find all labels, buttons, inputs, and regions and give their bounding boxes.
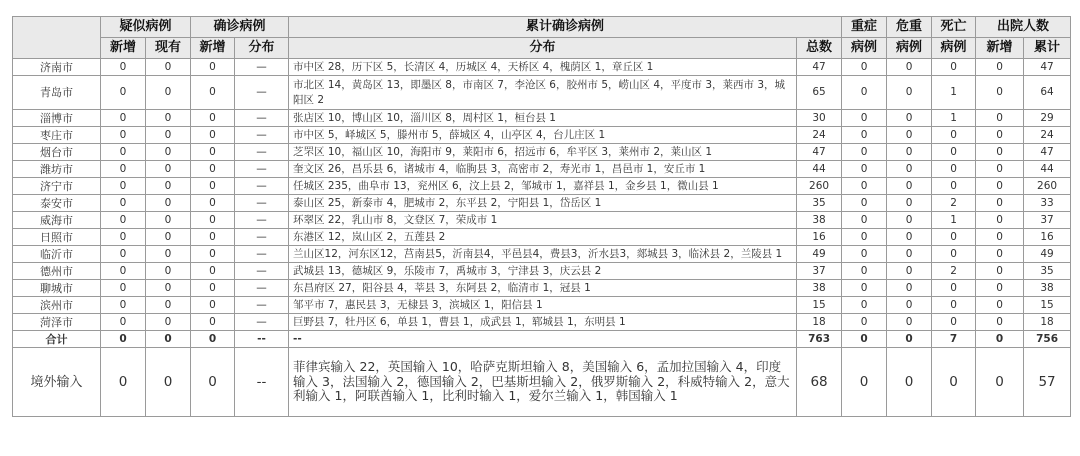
severe-cell: 0	[842, 229, 887, 246]
suspected-current-cell: 0	[146, 161, 191, 178]
cumulative-total-cell: 44	[797, 161, 842, 178]
cumulative-total-cell: 68	[797, 348, 842, 417]
table-row	[13, 297, 1071, 314]
critical-cell: 0	[887, 212, 932, 229]
city-cell: 日照市	[13, 229, 101, 246]
discharged-new-cell: 0	[976, 212, 1024, 229]
severe-cell: 0	[842, 246, 887, 263]
critical-cell: 0	[887, 59, 932, 76]
confirmed-new-cell: 0	[191, 297, 235, 314]
confirmed-dist-cell: --	[235, 348, 289, 417]
death-cell: 0	[932, 161, 976, 178]
severe-cell: 0	[842, 178, 887, 195]
discharged-new-cell: 0	[976, 331, 1024, 348]
death-cell: 1	[932, 212, 976, 229]
cumulative-total-cell: 47	[797, 59, 842, 76]
suspected-current-cell: 0	[146, 280, 191, 297]
severe-cell: 0	[842, 348, 887, 417]
header-critical-cases: 病例	[887, 38, 932, 59]
district-distribution-cell: 奎文区 26，昌乐县 6，诸城市 4，临朐县 3，高密市 2，寿光市 1，昌邑市 1，安丘市 1	[289, 161, 797, 178]
severe-cell: 0	[842, 195, 887, 212]
confirmed-dist-cell: —	[235, 144, 289, 161]
table-row	[13, 144, 1071, 161]
header-severe-cases: 病例	[842, 38, 887, 59]
discharged-new-cell: 0	[976, 59, 1024, 76]
confirmed-dist-cell: —	[235, 297, 289, 314]
confirmed-dist-cell: —	[235, 127, 289, 144]
death-cell: 0	[932, 297, 976, 314]
confirmed-new-cell: 0	[191, 331, 235, 348]
table-row	[13, 161, 1071, 178]
critical-cell: 0	[887, 229, 932, 246]
discharged-total-cell: 57	[1024, 348, 1071, 417]
confirmed-dist-cell: —	[235, 229, 289, 246]
cumulative-total-cell: 15	[797, 297, 842, 314]
suspected-current-cell: 0	[146, 144, 191, 161]
city-cell: 威海市	[13, 212, 101, 229]
district-distribution-cell: 东昌府区 27，阳谷县 4，莘县 3，东阿县 2，临清市 1，冠县 1	[289, 280, 797, 297]
table-body	[13, 59, 1071, 417]
confirmed-dist-cell: —	[235, 212, 289, 229]
suspected-new-cell: 0	[101, 178, 146, 195]
suspected-current-cell: 0	[146, 110, 191, 127]
suspected-new-cell: 0	[101, 110, 146, 127]
critical-cell: 0	[887, 280, 932, 297]
death-cell: 0	[932, 178, 976, 195]
city-cell: 临沂市	[13, 246, 101, 263]
severe-cell: 0	[842, 212, 887, 229]
suspected-current-cell: 0	[146, 314, 191, 331]
suspected-current-cell: 0	[146, 246, 191, 263]
death-cell: 0	[932, 348, 976, 417]
header-cumulative: 累计确诊病例	[289, 17, 842, 38]
header-discharged-new: 新增	[976, 38, 1024, 59]
header-confirmed: 确诊病例	[191, 17, 289, 38]
header-critical: 危重	[887, 17, 932, 38]
city-cell: 淄博市	[13, 110, 101, 127]
severe-cell: 0	[842, 331, 887, 348]
table-row	[13, 76, 1071, 110]
city-cell: 泰安市	[13, 195, 101, 212]
suspected-new-cell: 0	[101, 144, 146, 161]
import-row	[13, 348, 1071, 417]
table-row	[13, 263, 1071, 280]
critical-cell: 0	[887, 195, 932, 212]
suspected-current-cell: 0	[146, 59, 191, 76]
header-death: 死亡	[932, 17, 976, 38]
death-cell: 0	[932, 280, 976, 297]
suspected-new-cell: 0	[101, 161, 146, 178]
city-cell: 烟台市	[13, 144, 101, 161]
district-distribution-cell: 邹平市 7，惠民县 3，无棣县 3，滨城区 1，阳信县 1	[289, 297, 797, 314]
discharged-total-cell: 49	[1024, 246, 1071, 263]
critical-cell: 0	[887, 161, 932, 178]
discharged-new-cell: 0	[976, 161, 1024, 178]
discharged-total-cell: 18	[1024, 314, 1071, 331]
discharged-new-cell: 0	[976, 263, 1024, 280]
discharged-new-cell: 0	[976, 348, 1024, 417]
suspected-new-cell: 0	[101, 297, 146, 314]
district-distribution-cell: 任城区 235，曲阜市 13，兖州区 6，汶上县 2，邹城市 1，嘉祥县 1，金乡县 1，微山县 1	[289, 178, 797, 195]
confirmed-dist-cell: —	[235, 280, 289, 297]
death-cell: 0	[932, 144, 976, 161]
severe-cell: 0	[842, 280, 887, 297]
confirmed-new-cell: 0	[191, 229, 235, 246]
confirmed-new-cell: 0	[191, 263, 235, 280]
cumulative-total-cell: 260	[797, 178, 842, 195]
district-distribution-cell: 环翠区 22，乳山市 8，文登区 7，荣成市 1	[289, 212, 797, 229]
death-cell: 1	[932, 76, 976, 110]
suspected-new-cell: 0	[101, 127, 146, 144]
header-suspected: 疑似病例	[101, 17, 191, 38]
table-wrapper	[12, 16, 1070, 417]
severe-cell: 0	[842, 144, 887, 161]
total-row	[13, 331, 1071, 348]
header-cumulative-dist: 分布	[289, 38, 797, 59]
death-cell: 0	[932, 229, 976, 246]
discharged-new-cell: 0	[976, 76, 1024, 110]
header-cumulative-total: 总数	[797, 38, 842, 59]
suspected-current-cell: 0	[146, 195, 191, 212]
confirmed-new-cell: 0	[191, 127, 235, 144]
critical-cell: 0	[887, 246, 932, 263]
suspected-current-cell: 0	[146, 212, 191, 229]
table-row	[13, 246, 1071, 263]
city-cell: 滨州市	[13, 297, 101, 314]
severe-cell: 0	[842, 161, 887, 178]
death-cell: 0	[932, 127, 976, 144]
suspected-current-cell: 0	[146, 127, 191, 144]
discharged-total-cell: 24	[1024, 127, 1071, 144]
suspected-new-cell: 0	[101, 314, 146, 331]
critical-cell: 0	[887, 178, 932, 195]
header-suspected-current: 现有	[146, 38, 191, 59]
city-cell: 青岛市	[13, 76, 101, 110]
confirmed-dist-cell: --	[235, 331, 289, 348]
confirmed-dist-cell: —	[235, 161, 289, 178]
death-cell: 0	[932, 314, 976, 331]
suspected-current-cell: 0	[146, 178, 191, 195]
severe-cell: 0	[842, 314, 887, 331]
suspected-new-cell: 0	[101, 246, 146, 263]
discharged-total-cell: 37	[1024, 212, 1071, 229]
death-cell: 2	[932, 263, 976, 280]
discharged-total-cell: 756	[1024, 331, 1071, 348]
table-row	[13, 212, 1071, 229]
discharged-new-cell: 0	[976, 195, 1024, 212]
cumulative-total-cell: 35	[797, 195, 842, 212]
critical-cell: 0	[887, 297, 932, 314]
cumulative-total-cell: 16	[797, 229, 842, 246]
severe-cell: 0	[842, 110, 887, 127]
critical-cell: 0	[887, 110, 932, 127]
confirmed-new-cell: 0	[191, 280, 235, 297]
discharged-total-cell: 15	[1024, 297, 1071, 314]
confirmed-new-cell: 0	[191, 110, 235, 127]
city-cell: 济南市	[13, 59, 101, 76]
critical-cell: 0	[887, 76, 932, 110]
confirmed-dist-cell: —	[235, 110, 289, 127]
discharged-new-cell: 0	[976, 229, 1024, 246]
discharged-new-cell: 0	[976, 297, 1024, 314]
district-distribution-cell: 泰山区 25，新泰市 4，肥城市 2，东平县 2，宁阳县 1，岱岳区 1	[289, 195, 797, 212]
death-cell: 2	[932, 195, 976, 212]
table-row	[13, 229, 1071, 246]
suspected-new-cell: 0	[101, 76, 146, 110]
cumulative-total-cell: 763	[797, 331, 842, 348]
discharged-new-cell: 0	[976, 246, 1024, 263]
district-distribution-cell: 东港区 12，岚山区 2，五莲县 2	[289, 229, 797, 246]
district-distribution-cell: 巨野县 7，牡丹区 6，单县 1，曹县 1，成武县 1，郓城县 1，东明县 1	[289, 314, 797, 331]
case-statistics-table	[12, 16, 1071, 417]
district-distribution-cell: 芝罘区 10，福山区 10，海阳市 9，莱阳市 6，招远市 6，牟平区 3，莱州市 2，莱山区 1	[289, 144, 797, 161]
suspected-current-cell: 0	[146, 76, 191, 110]
confirmed-new-cell: 0	[191, 314, 235, 331]
discharged-total-cell: 260	[1024, 178, 1071, 195]
district-distribution-cell: --	[289, 331, 797, 348]
city-cell: 德州市	[13, 263, 101, 280]
district-distribution-cell: 市中区 28，历下区 5，长清区 4，历城区 4，天桥区 4，槐荫区 1，章丘区 1	[289, 59, 797, 76]
cumulative-total-cell: 65	[797, 76, 842, 110]
death-cell: 7	[932, 331, 976, 348]
suspected-new-cell: 0	[101, 229, 146, 246]
district-distribution-cell: 市中区 5，峄城区 5，滕州市 5，薛城区 4，山亭区 4，台儿庄区 1	[289, 127, 797, 144]
confirmed-new-cell: 0	[191, 178, 235, 195]
confirmed-new-cell: 0	[191, 195, 235, 212]
confirmed-new-cell: 0	[191, 76, 235, 110]
header-row-2	[13, 38, 1071, 59]
table-row	[13, 314, 1071, 331]
suspected-current-cell: 0	[146, 229, 191, 246]
cumulative-total-cell: 18	[797, 314, 842, 331]
confirmed-new-cell: 0	[191, 59, 235, 76]
confirmed-dist-cell: —	[235, 195, 289, 212]
city-cell: 济宁市	[13, 178, 101, 195]
table-row	[13, 127, 1071, 144]
critical-cell: 0	[887, 263, 932, 280]
confirmed-new-cell: 0	[191, 144, 235, 161]
discharged-total-cell: 64	[1024, 76, 1071, 110]
discharged-total-cell: 29	[1024, 110, 1071, 127]
severe-cell: 0	[842, 297, 887, 314]
severe-cell: 0	[842, 263, 887, 280]
death-cell: 0	[932, 246, 976, 263]
cumulative-total-cell: 38	[797, 280, 842, 297]
confirmed-dist-cell: —	[235, 59, 289, 76]
header-confirmed-new: 新增	[191, 38, 235, 59]
table-row	[13, 195, 1071, 212]
cumulative-total-cell: 37	[797, 263, 842, 280]
critical-cell: 0	[887, 314, 932, 331]
confirmed-dist-cell: —	[235, 263, 289, 280]
death-cell: 1	[932, 110, 976, 127]
city-cell: 菏泽市	[13, 314, 101, 331]
discharged-new-cell: 0	[976, 280, 1024, 297]
table-row	[13, 59, 1071, 76]
city-cell: 枣庄市	[13, 127, 101, 144]
header-confirmed-dist: 分布	[235, 38, 289, 59]
cumulative-total-cell: 30	[797, 110, 842, 127]
header-discharged-total: 累计	[1024, 38, 1071, 59]
critical-cell: 0	[887, 348, 932, 417]
table-row	[13, 178, 1071, 195]
suspected-new-cell: 0	[101, 263, 146, 280]
header-suspected-new: 新增	[101, 38, 146, 59]
city-cell: 境外输入	[13, 348, 101, 417]
city-cell: 潍坊市	[13, 161, 101, 178]
suspected-new-cell: 0	[101, 348, 146, 417]
discharged-new-cell: 0	[976, 127, 1024, 144]
corner-cell	[13, 17, 101, 59]
critical-cell: 0	[887, 331, 932, 348]
confirmed-new-cell: 0	[191, 212, 235, 229]
discharged-total-cell: 35	[1024, 263, 1071, 280]
severe-cell: 0	[842, 127, 887, 144]
confirmed-dist-cell: —	[235, 314, 289, 331]
suspected-new-cell: 0	[101, 280, 146, 297]
critical-cell: 0	[887, 127, 932, 144]
suspected-new-cell: 0	[101, 331, 146, 348]
header-row-1	[13, 17, 1071, 38]
discharged-total-cell: 38	[1024, 280, 1071, 297]
city-cell: 合计	[13, 331, 101, 348]
table-row	[13, 280, 1071, 297]
confirmed-new-cell: 0	[191, 348, 235, 417]
discharged-new-cell: 0	[976, 314, 1024, 331]
death-cell: 0	[932, 59, 976, 76]
discharged-total-cell: 44	[1024, 161, 1071, 178]
suspected-current-cell: 0	[146, 297, 191, 314]
header-discharged: 出院人数	[976, 17, 1071, 38]
suspected-new-cell: 0	[101, 195, 146, 212]
severe-cell: 0	[842, 76, 887, 110]
cumulative-total-cell: 49	[797, 246, 842, 263]
table-header	[13, 17, 1071, 59]
cumulative-total-cell: 47	[797, 144, 842, 161]
suspected-current-cell: 0	[146, 263, 191, 280]
suspected-new-cell: 0	[101, 59, 146, 76]
header-severe: 重症	[842, 17, 887, 38]
discharged-total-cell: 16	[1024, 229, 1071, 246]
district-distribution-cell: 兰山区12，河东区12，莒南县5，沂南县4，平邑县4，费县3，沂水县3，郯城县 3，临沭县 2，兰陵县 1	[289, 246, 797, 263]
suspected-current-cell: 0	[146, 331, 191, 348]
district-distribution-cell: 菲律宾输入 22，英国输入 10，哈萨克斯坦输入 8，美国输入 6，孟加拉国输入 4，印度输入 3，法国输入 2，德国输入 2，巴基斯坦输入 2，俄罗斯输入 2，科威特输入 2，意大利输入 1，阿联酋输入 1，比利时输入 1，爱尔兰输入 1，韩国输入 1	[289, 348, 797, 417]
discharged-total-cell: 47	[1024, 59, 1071, 76]
discharged-new-cell: 0	[976, 144, 1024, 161]
suspected-new-cell: 0	[101, 212, 146, 229]
district-distribution-cell: 武城县 13，德城区 9，乐陵市 7，禹城市 3，宁津县 3，庆云县 2	[289, 263, 797, 280]
table-row	[13, 110, 1071, 127]
district-distribution-cell: 市北区 14，黄岛区 13，即墨区 8，市南区 7，李沧区 6，胶州市 5，崂山区 4，平度市 3，莱西市 3，城阳区 2	[289, 76, 797, 110]
discharged-new-cell: 0	[976, 178, 1024, 195]
suspected-current-cell: 0	[146, 348, 191, 417]
cumulative-total-cell: 38	[797, 212, 842, 229]
confirmed-dist-cell: —	[235, 246, 289, 263]
critical-cell: 0	[887, 144, 932, 161]
confirmed-dist-cell: —	[235, 178, 289, 195]
discharged-total-cell: 47	[1024, 144, 1071, 161]
confirmed-new-cell: 0	[191, 161, 235, 178]
discharged-total-cell: 33	[1024, 195, 1071, 212]
confirmed-dist-cell: —	[235, 76, 289, 110]
discharged-new-cell: 0	[976, 110, 1024, 127]
cumulative-total-cell: 24	[797, 127, 842, 144]
district-distribution-cell: 张店区 10，博山区 10，淄川区 8，周村区 1，桓台县 1	[289, 110, 797, 127]
city-cell: 聊城市	[13, 280, 101, 297]
confirmed-new-cell: 0	[191, 246, 235, 263]
severe-cell: 0	[842, 59, 887, 76]
header-death-cases: 病例	[932, 38, 976, 59]
